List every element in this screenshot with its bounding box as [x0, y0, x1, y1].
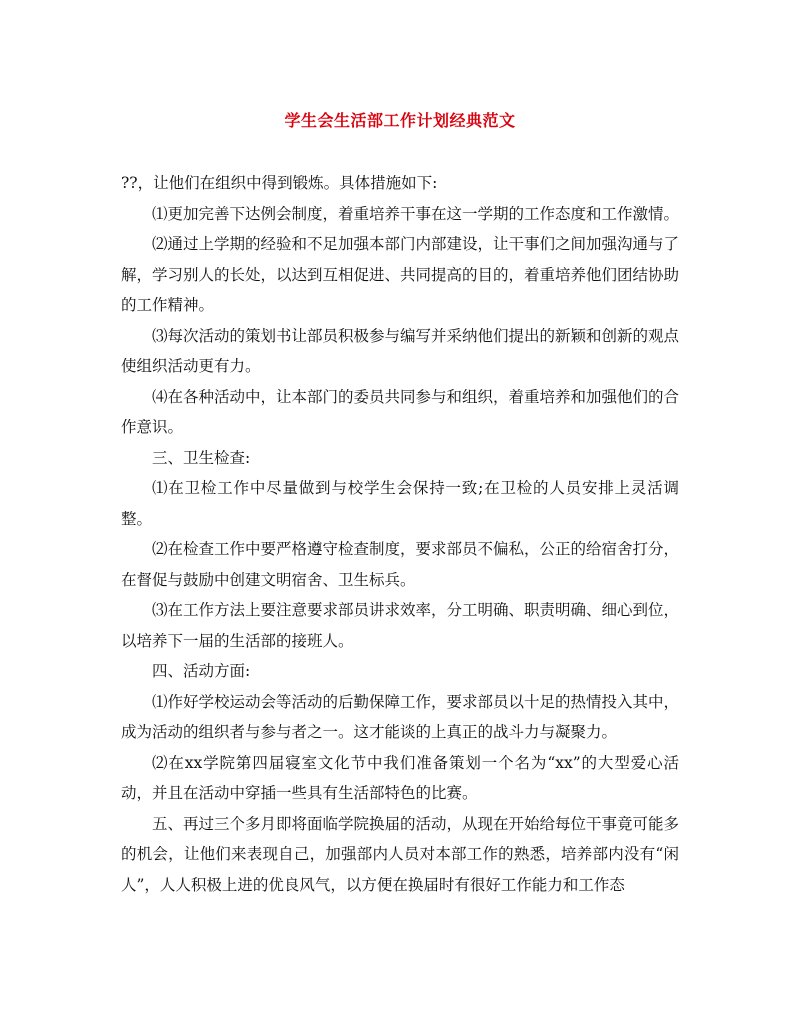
- document-title: 学生会生活部工作计划经典范文: [284, 111, 516, 130]
- paragraph: ⑷在各种活动中，让本部门的委员共同参与和组织，着重培养和加强他们的合作意识。: [121, 387, 680, 436]
- document-body: [121, 168, 679, 900]
- paragraph: ⑵在检查工作中要严格遵守检查制度，要求部员不偏私，公正的给宿舍打分，在督促与鼓励中创建文明宿舍、卫生标兵。: [121, 540, 680, 589]
- section-heading: 四、活动方面:: [152, 662, 251, 680]
- paragraph: ⑵通过上学期的经验和不足加强本部门内部建设，让干事们之间加强沟通与了解，学习别人的长处，以达到互相促进、共同提高的目的，着重培养他们团结协助的工作精神。: [121, 235, 680, 314]
- paragraph: ⑶每次活动的策划书让部员积极参与编写并采纳他们提出的新颖和创新的观点使组织活动更有力。: [121, 326, 680, 375]
- paragraph: ⑶在工作方法上要注意要求部员讲求效率，分工明确、职责明确、细心到位，以培养下一届的生活部的接班人。: [121, 601, 680, 650]
- paragraph: 五、再过三个多月即将面临学院换届的活动，从现在开始给每位干事竟可能多的机会，让他们来表现自己，加强部内人员对本部工作的熟悉，培养部内没有“闲人”，人人积极上进的优良风气，以方便在换届时有很好工作能力和工作态: [121, 814, 680, 894]
- paragraph: ??，让他们在组织中得到锻炼。具体措施如下:: [121, 174, 438, 192]
- section-heading: 三、卫生检查:: [152, 448, 251, 467]
- paragraph: ⑴更加完善下达例会制度，着重培养干事在这一学期的工作态度和工作激情。: [152, 204, 680, 223]
- paragraph: ⑴在卫检工作中尽量做到与校学生会保持一致;在卫检的人员安排上灵活调整。: [121, 479, 679, 528]
- paragraph: ⑵在xx学院第四届寝室文化节中我们准备策划一个名为“xx”的大型爱心活动，并且在活动中穿插一些具有生活部特色的比赛。: [121, 753, 679, 802]
- paragraph: ⑴作好学校运动会等活动的后勤保障工作，要求部员以十足的热情投入其中，成为活动的组织者与参与者之一。这才能谈的上真正的战斗力与凝聚力。: [121, 692, 680, 741]
